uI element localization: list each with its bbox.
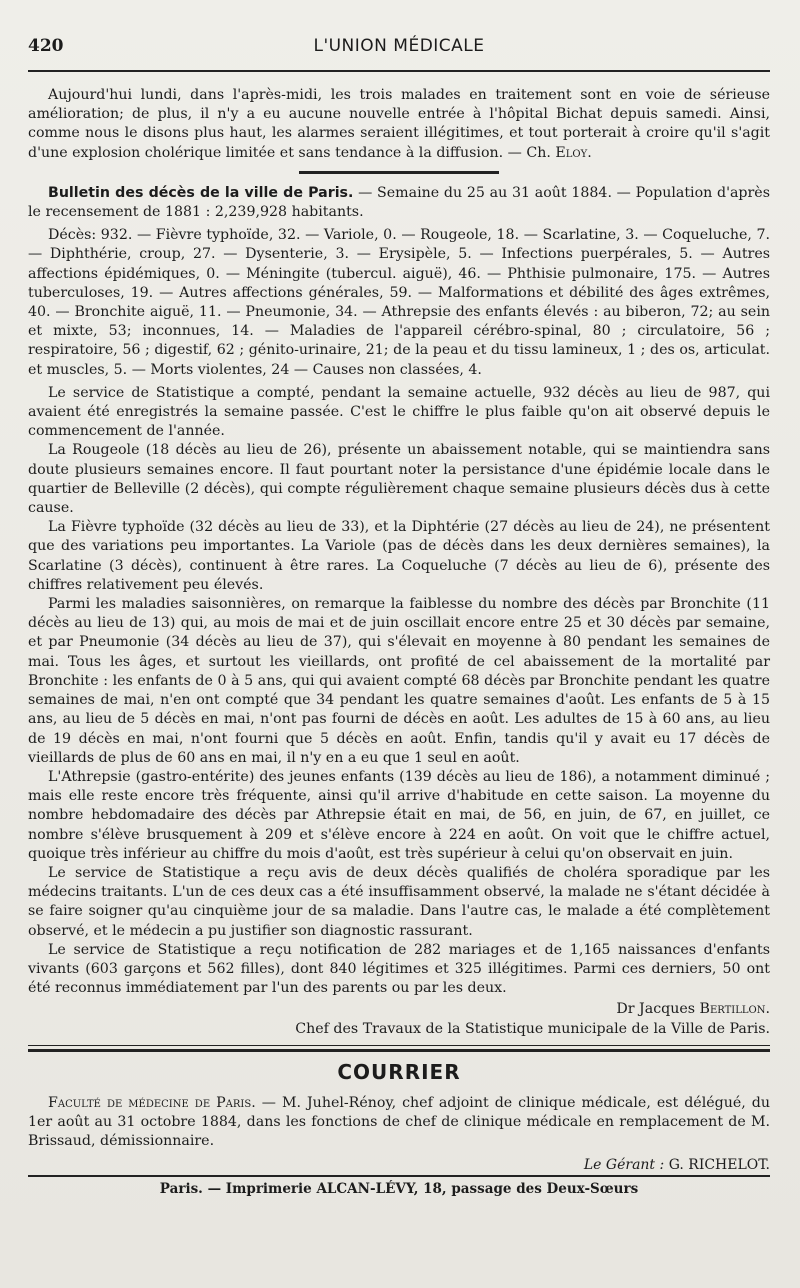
signature-surname: Bertillon. — [699, 1001, 770, 1018]
bulletin-paragraph: La Rougeole (18 décès au lieu de 26), présente un abaissement notable, qui se maintiendra sans doute plusieurs semaines encore. Il faut pourtant noter la persistance d'une épidémie locale dans le quartier de Belleville (2 décès), qui compte régulièrement chaque semaine plusieurs décès dus à cette cause. — [28, 442, 770, 517]
header-rule — [28, 70, 770, 72]
bulletin-signature — [28, 1000, 770, 1038]
gerant-line — [28, 1157, 770, 1173]
cholera-note — [28, 86, 770, 163]
bulletin-paragraph: La Fièvre typhoïde (32 décès au lieu de 33), et la Diphtérie (27 décès au lieu de 24), ne présentent que des variations peu importantes. La Variole (pas de décès dans les deux dernières semaines), la Scarlatine (3 décès), continuent à être rares. La Coqueluche (7 décès au lieu de 6), présente des chiffres relativement peu élevés. — [28, 519, 770, 593]
gerant-name: G. RICHELOT. — [668, 1157, 770, 1174]
bulletin-deaths: Décès: 932. — Fièvre typhoïde, 32. — Variole, 0. — Rougeole, 18. — Scarlatine, 3. — Coqueluche, 7. — Diphthérie, croup, 27. — Dysenterie, 3. — Erysipèle, 5. — Infections puerpérales, 5. — Autres affections épidémiques, 0. — Méningite (tubercul. aiguë), 46. — Phthisie pulmonaire, 175. — Autres tuberculoses, 19. — Autres affections générales, 59. — Malformations et débilité des âges extrêmes, 40. — Bronchite aiguë, 11. — Pneumonie, 34. — Athrepsie des enfants élevés : au biberon, 72; au sein et mixte, 53; inconnues, 14. — Maladies de l'appareil cérébro-spinal, 80 ; circulatoire, 56 ; respiratoire, 56 ; digestif, 62 ; génito-urinaire, 21; de la peau et du tissu lamineux, 1 ; des os, articulat. et muscles, 5. — Morts violentes, 24 — Causes non classées, 4. — [28, 227, 770, 378]
courrier-title: COURRIER — [337, 1059, 461, 1084]
bulletin-paragraph: L'Athrepsie (gastro-entérite) des jeunes enfants (139 décès au lieu de 186), a notamment diminué ; mais elle reste encore très fréquente, ainsi qu'il arrive d'habitude en cette saison. La moyenne du nombre hebdomadaire des décès par Athrepsie était en mai, de 56, en juin, de 67, en juillet, ce nombre s'élève brusquement à 209 et s'élève encore à 224 en août. On voit que le chiffre actuel, quoique très inférieur au chiffre du mois d'août, est très supérieur à celui qu'on observait en juin. — [28, 768, 770, 862]
bulletin-intro — [28, 184, 770, 222]
courrier-text — [28, 1094, 770, 1152]
signature-name — [28, 1000, 770, 1019]
signature-prefix: Dr Jacques — [616, 1001, 700, 1018]
bulletin-title: Bulletin des décès de la ville de Paris. — [48, 184, 354, 201]
courrier-divider — [28, 1045, 770, 1052]
courrier-lead: Faculté de médecine de Paris. — [48, 1094, 256, 1111]
running-title: L'UNION MÉDICALE — [313, 36, 485, 56]
cholera-note-signature: Eloy. — [555, 144, 592, 161]
bulletin-paragraph: Le service de Statistique a reçu notification de 282 mariages et de 1,165 naissances d'enfants vivants (603 garçons et 562 filles), dont 840 légitimes et 325 illégitimes. Parmi ces derniers, 50 ont été reconnus immédiatement par l'un des parents ou par les deux. — [28, 941, 770, 997]
footer-rule — [28, 1175, 770, 1177]
imprint-line: Paris. — Imprimerie ALCAN-LÉVY, 18, passage des Deux-Sœurs — [159, 1181, 639, 1198]
cholera-note-text: Aujourd'hui lundi, dans l'après-midi, les trois malades en traitement sont en voie de sérieuse amélioration; de plus, il n'y a eu aucune nouvelle entrée à l'hôpital Bichat depuis samedi. Ainsi, comme nous le disons plus haut, les alarmes seraient illégitimes, et tout porterait à croire qu'il s'agit d'une explosion cholérique limitée et sans tendance à la diffusion. — Ch. — [28, 87, 770, 161]
bulletin-paragraph: Parmi les maladies saisonnières, on remarque la faiblesse du nombre des décès par Bronchite (11 décès au lieu de 13) qui, au mois de mai et de juin oscillait encore entre 25 et 30 décès par semaine, et par Pneumonie (34 décès au lieu de 37), qui s'élevait en moyenne à 80 pendant les semaines de mai. Tous les âges, et surtout les vieillards, ont profité de cel abaissement de la mortalité par Bronchite : les enfants de 0 à 5 ans, qui qui avaient compté 68 décès par Bronchite pendant les quatre semaines de mai, n'en ont compté que 34 pendant les quatre semaines d'août. Les enfants de 5 à 15 ans, au lieu de 5 décès en mai, n'ont pas fourni de décès en août. Les adultes de 15 à 60 ans, au lieu de 19 décès en mai, n'ont fourni que 5 décès en août. Enfin, tandis qu'il y avait eu 17 décès de vieillards de plus de 60 ans en mai, il n'y en a eu que 1 seul en août. — [28, 596, 770, 766]
courrier-body: — M. Juhel-Rénoy, chef adjoint de clinique médicale, est délégué, du 1er août au 31 octobre 1884, dans les fonctions de chef de clinique médicale en remplacement de M. Brissaud, démissionnaire. — [28, 1094, 770, 1150]
page-header — [28, 36, 770, 66]
page-number: 420 — [28, 36, 64, 56]
gerant-label: Le Gérant : — [583, 1157, 669, 1174]
bulletin-intro-text: — Semaine du 25 au 31 août 1884. — Population d'après le recensement de 1881 : 2,239,928 habitants. — [28, 184, 770, 221]
signature-title: Chef des Travaux de la Statistique municipale de la Ville de Paris. — [295, 1020, 770, 1037]
section-divider — [299, 171, 499, 174]
bulletin-paragraph: Le service de Statistique a compté, pendant la semaine actuelle, 932 décès au lieu de 987, qui avaient été enregistrés la semaine passée. C'est le chiffre le plus faible qu'on ait observé depuis le commencement de l'année. — [28, 384, 770, 440]
bulletin-paragraph: Le service de Statistique a reçu avis de deux décès qualifiés de choléra sporadique par les médecins traitants. L'un de ces deux cas a été insuffisamment observé, la malade ne s'étant décidée à se faire soigner qu'au cinquième jour de sa maladie. Dans l'autre cas, le malade a été complètement observé, et le médecin a pu justifier son diagnostic rassurant. — [28, 864, 770, 939]
